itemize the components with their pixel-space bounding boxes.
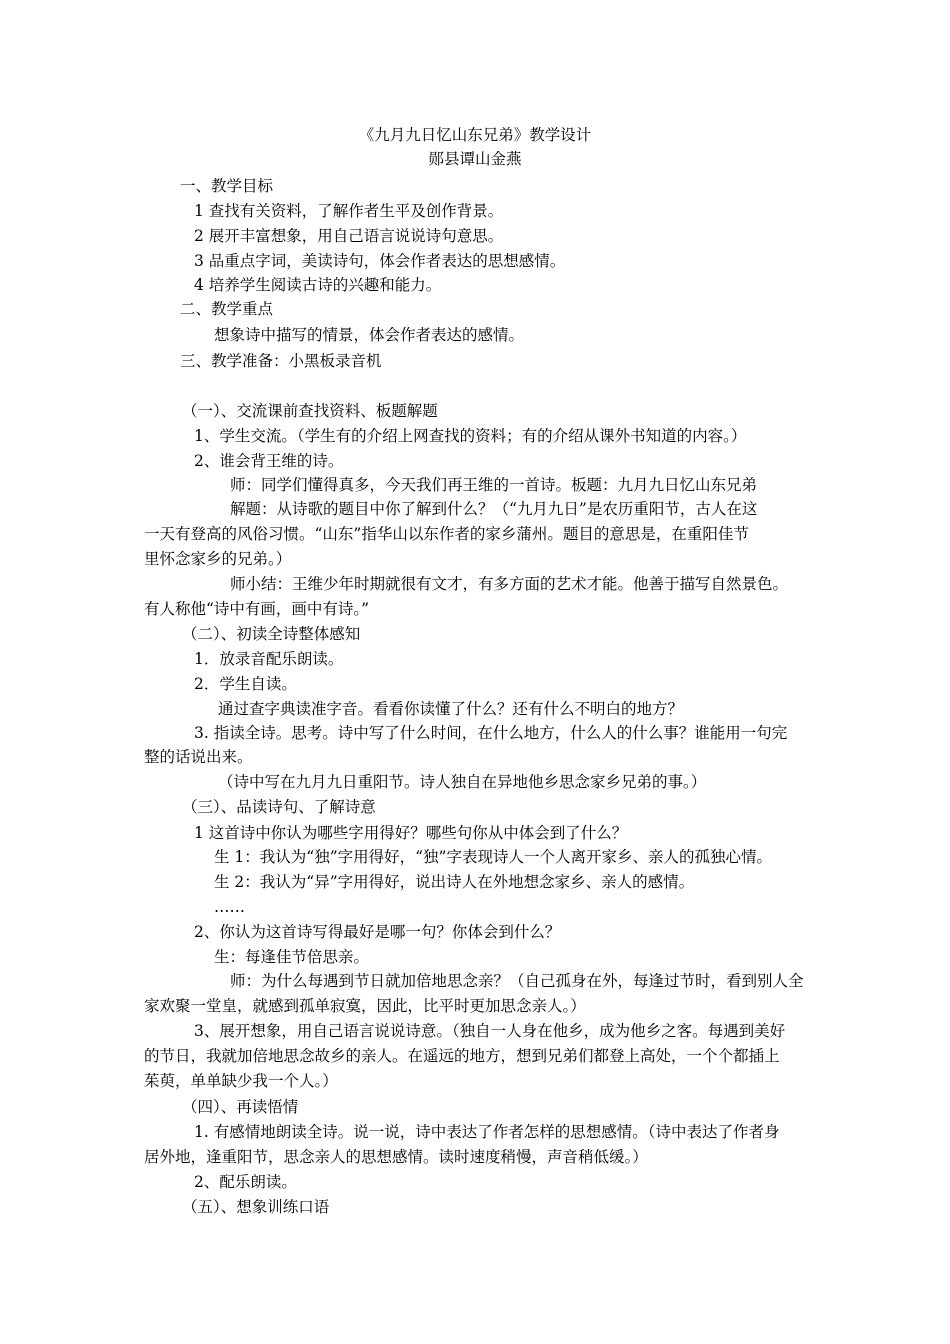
paragraph-line: 茱萸，单单缺少我一个人。）: [144, 1072, 338, 1090]
section-heading: 二、教学重点: [180, 300, 274, 318]
paragraph-line: 2、你认为这首诗写得最好是哪一句？你体会到什么？: [194, 923, 561, 941]
paragraph-line: 师：同学们懂得真多，今天我们再王维的一首诗。板题：九月九日忆山东兄弟: [230, 476, 758, 494]
paragraph-line: 2、谁会背王维的诗。: [194, 452, 344, 470]
paragraph-line: 解题：从诗歌的题目中你了解到什么？（“九月九日”是农历重阳节，古人在这: [230, 500, 758, 518]
paragraph-line: 3. 指读全诗。思考。诗中写了什么时间，在什么地方，什么人的什么事？谁能用一句完: [194, 724, 788, 742]
paragraph-line: 2．学生自读。: [194, 675, 297, 693]
paragraph-line: 居外地，逢重阳节，思念亲人的思想感情。读时速度稍慢，声音稍低缓。）: [144, 1148, 648, 1166]
paragraph-line: 1. 有感情地朗读全诗。说一说，诗中表达了作者怎样的思想感情。（诗中表达了作者身: [194, 1123, 780, 1141]
section-heading: 三、教学准备：小黑板录音机: [180, 352, 382, 370]
paragraph-line: 1 查找有关资料，了解作者生平及创作背景。: [194, 202, 504, 220]
paragraph-line: 家欢聚一堂皇，就感到孤单寂寞，因此，比平时更加思念亲人。）: [144, 997, 586, 1015]
paragraph-line: 里怀念家乡的兄弟。）: [144, 550, 292, 568]
document-author: 郧县谭山金燕: [428, 150, 522, 168]
paragraph-line: 一天有登高的风俗习惯。“山东”指华山以东作者的家乡蒲州。题目的意思是，在重阳佳节: [144, 525, 749, 543]
subsection-heading: （四）、再读悟情: [182, 1098, 299, 1116]
subsection-heading: （五）、想象训练口语: [182, 1198, 330, 1216]
paragraph-line: 2 展开丰富想象，用自己语言说说诗句意思。: [194, 227, 504, 245]
paragraph-line: 3 品重点字词，美读诗句，体会作者表达的思想感情。: [194, 252, 566, 270]
subsection-heading: （一）、交流课前查找资料、板题解题: [182, 402, 438, 420]
section-heading: 一、教学目标: [180, 177, 274, 195]
subsection-heading: （二）、初读全诗整体感知: [182, 625, 361, 643]
paragraph-line: 有人称他“诗中有画，画中有诗。”: [144, 600, 370, 618]
subsection-heading: （三）、品读诗句、了解诗意: [182, 798, 376, 816]
paragraph-line: 1 这首诗中你认为哪些字用得好？哪些句你从中体会到了什么？: [194, 824, 628, 842]
paragraph-line: 生 1：我认为“独”字用得好，“独”字表现诗人一个人离开家乡、亲人的孤独心情。: [214, 848, 772, 866]
paragraph-line: 师：为什么每遇到节日就加倍地思念亲？（自己孤身在外，每逢过节时，看到别人全: [230, 972, 804, 990]
paragraph-line: 通过查字典读准字音。看看你读懂了什么？还有什么不明白的地方？: [218, 700, 684, 718]
paragraph-line: 1．放录音配乐朗读。: [194, 650, 344, 668]
paragraph-line: 1、学生交流。（学生有的介绍上网查找的资料；有的介绍从课外书知道的内容。）: [194, 427, 747, 445]
paragraph-line: 想象诗中描写的情景，体会作者表达的感情。: [214, 326, 525, 344]
paragraph-line: 师小结：王维少年时期就很有文才，有多方面的艺术才能。他善于描写自然景色。: [230, 575, 789, 593]
paragraph-line: （诗中写在九月九日重阳节。诗人独自在异地他乡思念家乡兄弟的事。）: [218, 773, 707, 791]
paragraph-line: ……: [214, 898, 245, 916]
paragraph-line: 整的话说出来。: [144, 748, 253, 766]
document-title: 《九月九日忆山东兄弟》教学设计: [358, 126, 592, 144]
paragraph-line: 的节日，我就加倍地思念故乡的亲人。在遥远的地方，想到兄弟们都登上高处，一个个都插上: [144, 1047, 780, 1065]
paragraph-line: 3、展开想象，用自己语言说说诗意。（独自一人身在他乡，成为他乡之客。每遇到美好: [194, 1022, 786, 1040]
paragraph-line: 生 2：我认为“异”字用得好，说出诗人在外地想念家乡、亲人的感情。: [214, 873, 695, 891]
paragraph-line: 生：每逢佳节倍思亲。: [214, 948, 370, 966]
paragraph-line: 4 培养学生阅读古诗的兴趣和能力。: [194, 276, 442, 294]
paragraph-line: 2、配乐朗读。: [194, 1173, 297, 1191]
